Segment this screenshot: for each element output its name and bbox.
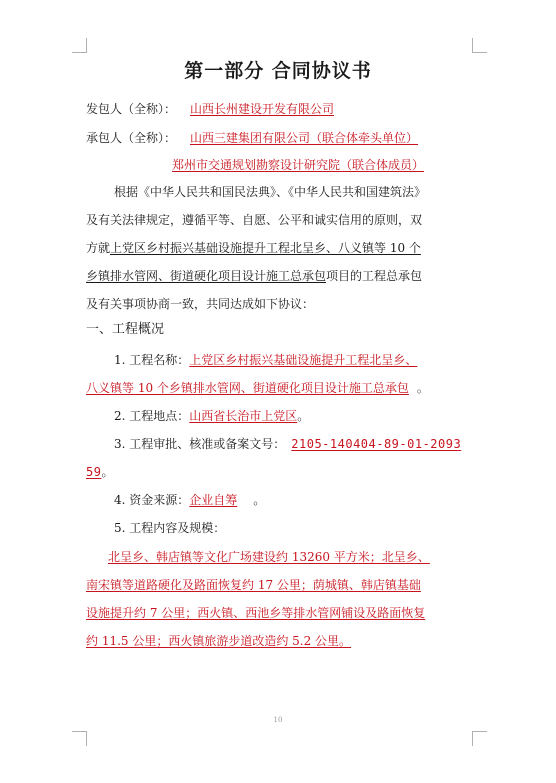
item3-value-part1: 2105-140404-89-01-2093 <box>291 437 462 451</box>
contractor-value-line2: 郑州市交通规划勘察设计研究院（联合体成员） <box>172 158 425 172</box>
intro-line-1: 根据《中华人民共和国民法典》、《中华人民共和国建筑法》 <box>114 185 427 199</box>
item5-content-line-4: 约 11.5 公里；西火镇旅游步道改造约 5.2 公里。 <box>86 634 352 648</box>
item1-value-part2: 八义镇等 10 个乡镇排水管网、街道硬化项目设计施工总承包 <box>86 381 409 395</box>
employer-value: 山西长州建设开发有限公司 <box>190 102 335 116</box>
item5-content-line-1: 北呈乡、韩店镇等文化广场建设约 13260 平方米；北呈乡、 <box>108 550 430 564</box>
intro-line4-post: 项目的工程总承包 <box>326 269 423 283</box>
item4-end: 。 <box>253 493 266 507</box>
contractor-label: 承包人（全称）： <box>86 131 177 145</box>
intro-line-3 <box>86 240 421 256</box>
employer-line <box>86 101 364 117</box>
intro-line-2: 及有关法律规定，遵循平等、自愿、公平和诚实信用的原则，双 <box>86 213 423 227</box>
intro-line3-pre: 方就 <box>86 241 111 255</box>
item5-label: 5. 工程内容及规模： <box>114 521 226 535</box>
item4-value: 企业自筹 <box>189 493 238 507</box>
contractor-line <box>86 130 418 146</box>
intro-line-5: 及有关事项协商一致，共同达成如下协议： <box>86 297 315 311</box>
crop-mark-top-right <box>472 38 487 53</box>
item1-line-2 <box>86 380 429 396</box>
item5-content-line-3: 设施提升约 7 公里；西火镇、西池乡等排水管网铺设及路面恢复 <box>86 606 426 620</box>
crop-mark-bottom-left <box>72 731 87 746</box>
section-heading-overview: 一、工程概况 <box>86 322 165 337</box>
item4-label: 4. 资金来源： <box>114 493 190 507</box>
intro-project-name-part1: 上党区乡村振兴基础设施提升工程北呈乡、八义镇等 10 个 <box>110 241 421 255</box>
item3-line-1 <box>114 436 461 452</box>
item1-line-1 <box>114 352 417 368</box>
item1-label: 1. 工程名称： <box>114 353 190 367</box>
item2-end: 。 <box>297 409 310 423</box>
item5-line <box>114 520 225 536</box>
item3-value-part2: 59 <box>86 465 102 479</box>
crop-mark-top-left <box>72 38 87 53</box>
page-number: 10 <box>273 716 283 724</box>
item1-end: 。 <box>416 381 429 395</box>
item2-line <box>114 408 309 424</box>
item3-end: 。 <box>101 465 114 479</box>
page-title: 第一部分 合同协议书 <box>184 60 372 82</box>
employer-label: 发包人（全称）： <box>86 102 177 116</box>
item2-value: 山西省长治市上党区 <box>189 409 298 423</box>
crop-mark-bottom-right <box>472 731 487 746</box>
intro-line-4 <box>86 268 422 284</box>
contractor-line-2 <box>172 157 424 173</box>
item1-value-part1: 上党区乡村振兴基础设施提升工程北呈乡、 <box>189 353 418 367</box>
intro-project-name-part2: 乡镇排水管网、街道硬化项目设计施工总承包 <box>86 269 327 283</box>
item3-line-2 <box>86 464 113 480</box>
item2-label: 2. 工程地点： <box>114 409 190 423</box>
contractor-value-line1: 山西三建集团有限公司（联合体牵头单位） <box>190 131 419 145</box>
item4-line <box>114 492 265 508</box>
item3-label: 3. 工程审批、核准或备案文号： <box>114 437 286 451</box>
item5-content-line-2: 南宋镇等道路硬化及路面恢复约 17 公里；荫城镇、韩店镇基础 <box>86 578 421 592</box>
